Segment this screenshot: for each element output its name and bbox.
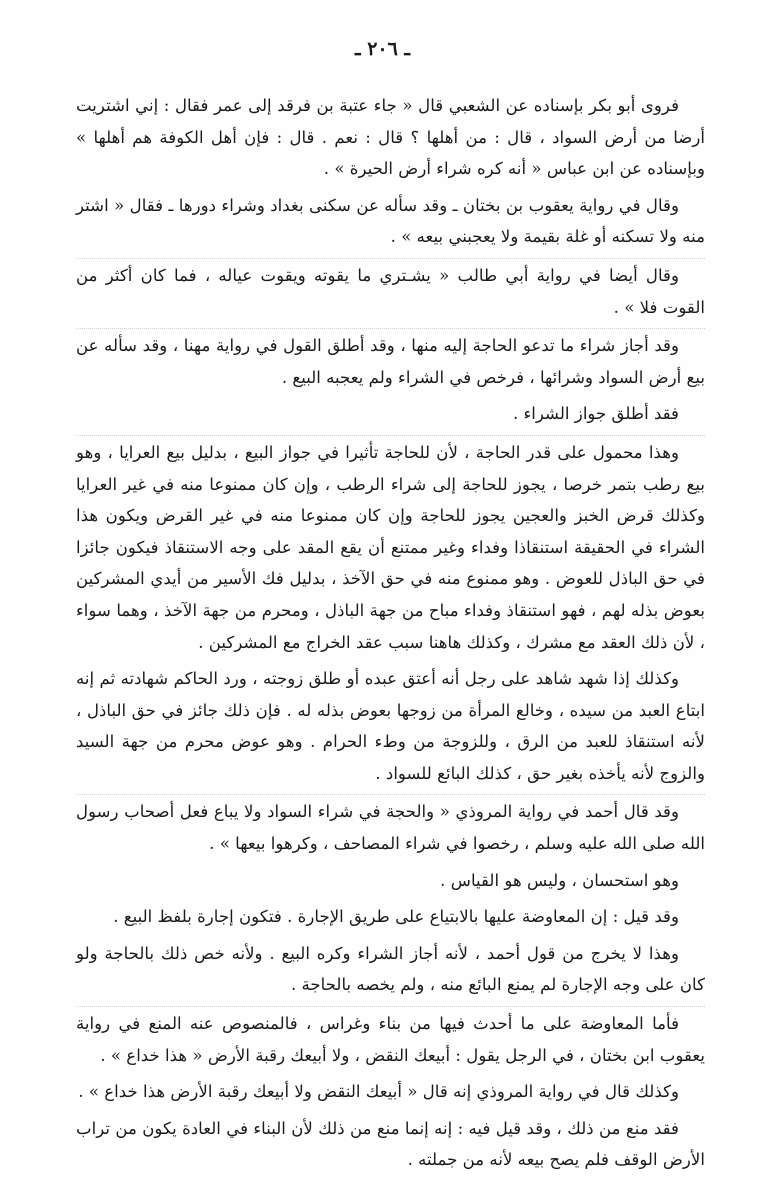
paragraph: وقد قال أحمد في رواية المروذي « والحجة في شراء السواد ولا يباع فعل أصحاب رسول الله صلى الله عليه وسلم ، رخصوا في شراء المصاحف ، وكرهوا بيعها » . xyxy=(76,794,705,859)
paragraph: وقال في رواية يعقوب بن بختان ـ وقد سأله عن سكنى بغداد وشراء دورها ـ فقال « اشتر منه ولا تسكنه أو غلة بقيمة ولا يعجبني بيعه » . xyxy=(76,195,705,247)
paragraph: فقد منع من ذلك ، وقد قيل فيه : إنه إنما منع من ذلك لأن البناء في العادة يكون من تراب الأرض الوقف فلم يصح بيعه لأنه من جملته . xyxy=(76,1118,705,1170)
paragraph: فأما المعاوضة على ما أحدث فيها من بناء وغراس ، فالمنصوص عنه المنع في رواية يعقوب ابن بختان ، في الرجل يقول : أبيعك النقض ، ولا أبيعك رقبة الأرض « هذا خداع » . xyxy=(76,1006,705,1071)
paragraph: وقد قيل : إن المعاوضة عليها بالابتياع على طريق الإجارة . فتكون إجارة بلفظ البيع . xyxy=(113,907,679,927)
paragraph: وكذلك قال في رواية المروذي إنه قال « أبيعك النقض ولا أبيعك رقبة الأرض هذا خداع » . xyxy=(78,1082,679,1102)
paragraph: وقال أيضا في رواية أبي طالب « يشـتري ما يقوته ويقوت عياله ، فما كان أكثر من القوت فلا » . xyxy=(76,258,705,323)
paragraph: وهو استحسان ، وليس هو القياس . xyxy=(440,870,679,890)
paragraph: وكذلك إذا شهد شاهد على رجل أنه أعتق عبده أو طلق زوجته ، ورد الحاكم شهادته ثم إنه ابتاع العبد من سيده ، وخالع المرأة من زوجها بعوض بذله له . فإن ذلك جائز في حق الباذل ، لأنه استنقاذ للعبد من الرق ، وللزوجة من وطء الحرام . وهو عوض محرم من جهة السيد والزوج لأنه يأخذه بغير حق ، كذلك البائع للسواد . xyxy=(76,669,705,783)
paragraph: فقد أطلق جواز الشراء . xyxy=(512,404,679,424)
text-body xyxy=(76,90,705,1181)
paragraph: وقد أجاز شراء ما تدعو الحاجة إليه منها ، وقد أطلق القول في رواية مهنا ، وقد سأله عن بيع أرض السواد وشرائها ، فرخص في الشراء ولم يعجبه البيع . xyxy=(76,328,705,393)
paragraph: وهذا لا يخرج من قول أحمد ، لأنه أجاز الشراء وكره البيع . ولأنه خص ذلك بالحاجة ولو كان على وجه الإجارة لم يمنع البائع منه ، ولم يخصه بالحاجة . xyxy=(76,943,705,995)
page-number: ـ ٢٠٦ ـ xyxy=(355,38,410,60)
paragraph: فروى أبو بكر بإسناده عن الشعبي قال « جاء عتبة بن فرقد إلى عمر فقال : إني اشتريت أرضا من أرض السواد ، قال : من أهلها ؟ قال : نعم . قال : فإن أهل الكوفة هم أهلها » وبإسناده عن ابن عباس « أنه كره شراء أرض الحيرة » . xyxy=(76,96,705,179)
paragraph: وهذا محمول على قدر الحاجة ، لأن للحاجة تأثيرا في جواز البيع ، بدليل بيع العرايا ، وهو بيع رطب بتمر خرصا ، يجوز للحاجة إلى شراء الرطب ، وإن كان ممنوعا منه في غير العرايا وكذلك قرض الخبز والعجين يجوز للحاجة وإن كان ممنوعا منه في غير القرض ويكون هذا الشراء في الحقيقة استنقاذا وفداء وغير ممتنع أن يقع المقد على وجه الاستنقاذ فيكون جائزا في حق الباذل للعوض . وهو ممنوع منه في حق الآخذ ، بدليل فك الأسير من أيدي المشركين بعوض بذله لهم ، فهو استنقاذ وفداء مباح من جهة الباذل ، ومحرم من جهة الآخذ ، وهما سواء ، لأن ذلك العقد مع مشرك ، وكذلك هاهنا سبب عقد الخراج مع المشركين . xyxy=(76,435,705,658)
